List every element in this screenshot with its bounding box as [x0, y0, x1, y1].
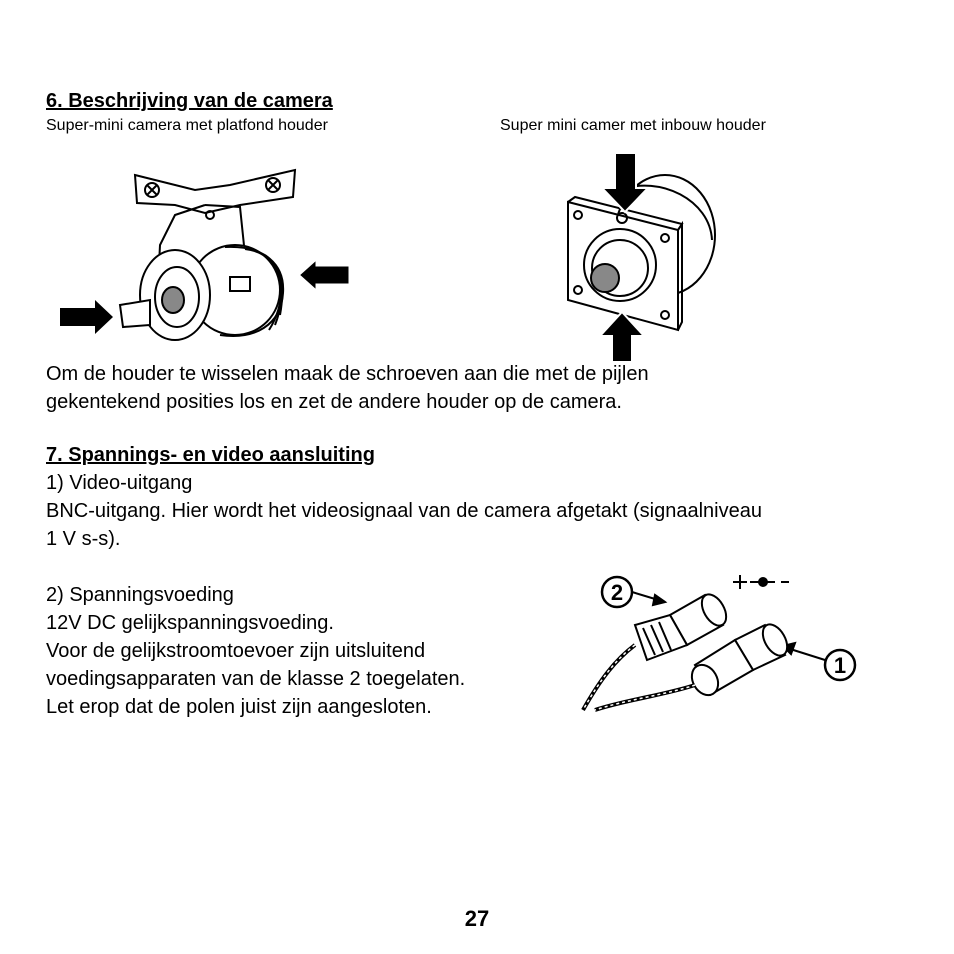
paragraph-line: gekentekend posities los en zet de andere houder op de camera.	[46, 391, 622, 413]
connector-label-2: 2	[610, 580, 624, 605]
connector-label-1: 1	[833, 653, 847, 678]
page-number: 27	[464, 906, 490, 931]
body-line: Let erop dat de polen juist zijn aangesloten.	[46, 696, 432, 718]
flush-mount-camera-illustration	[560, 150, 730, 365]
paragraph-line: Om de houder te wisselen maak de schroeven aan die met de pijlen	[46, 363, 649, 385]
body-line: 1 V s-s).	[46, 528, 121, 550]
connector-cables-illustration	[575, 570, 865, 720]
caption-ceiling-mount: Super-mini camera met platfond houder	[46, 117, 328, 134]
body-line: Voor de gelijkstroomtoevoer zijn uitsluitend	[46, 640, 426, 662]
caption-flush-mount: Super mini camer met inbouw houder	[500, 117, 766, 134]
body-line: 12V DC gelijkspanningsvoeding.	[46, 612, 334, 634]
section-6-heading: 6. Beschrijving van de camera	[46, 90, 333, 112]
section-6-paragraph	[46, 360, 649, 416]
body-line: voedingsapparaten van de klasse 2 toegelaten.	[46, 668, 466, 690]
body-line: 1) Video-uitgang	[46, 472, 193, 494]
body-line: 2) Spanningsvoeding	[46, 584, 234, 606]
ceiling-mount-camera-illustration	[55, 165, 355, 345]
body-line: BNC-uitgang. Hier wordt het videosignaal van de camera afgetakt (signaalniveau	[46, 500, 762, 522]
section-7-heading: 7. Spannings- en video aansluiting	[46, 444, 375, 466]
